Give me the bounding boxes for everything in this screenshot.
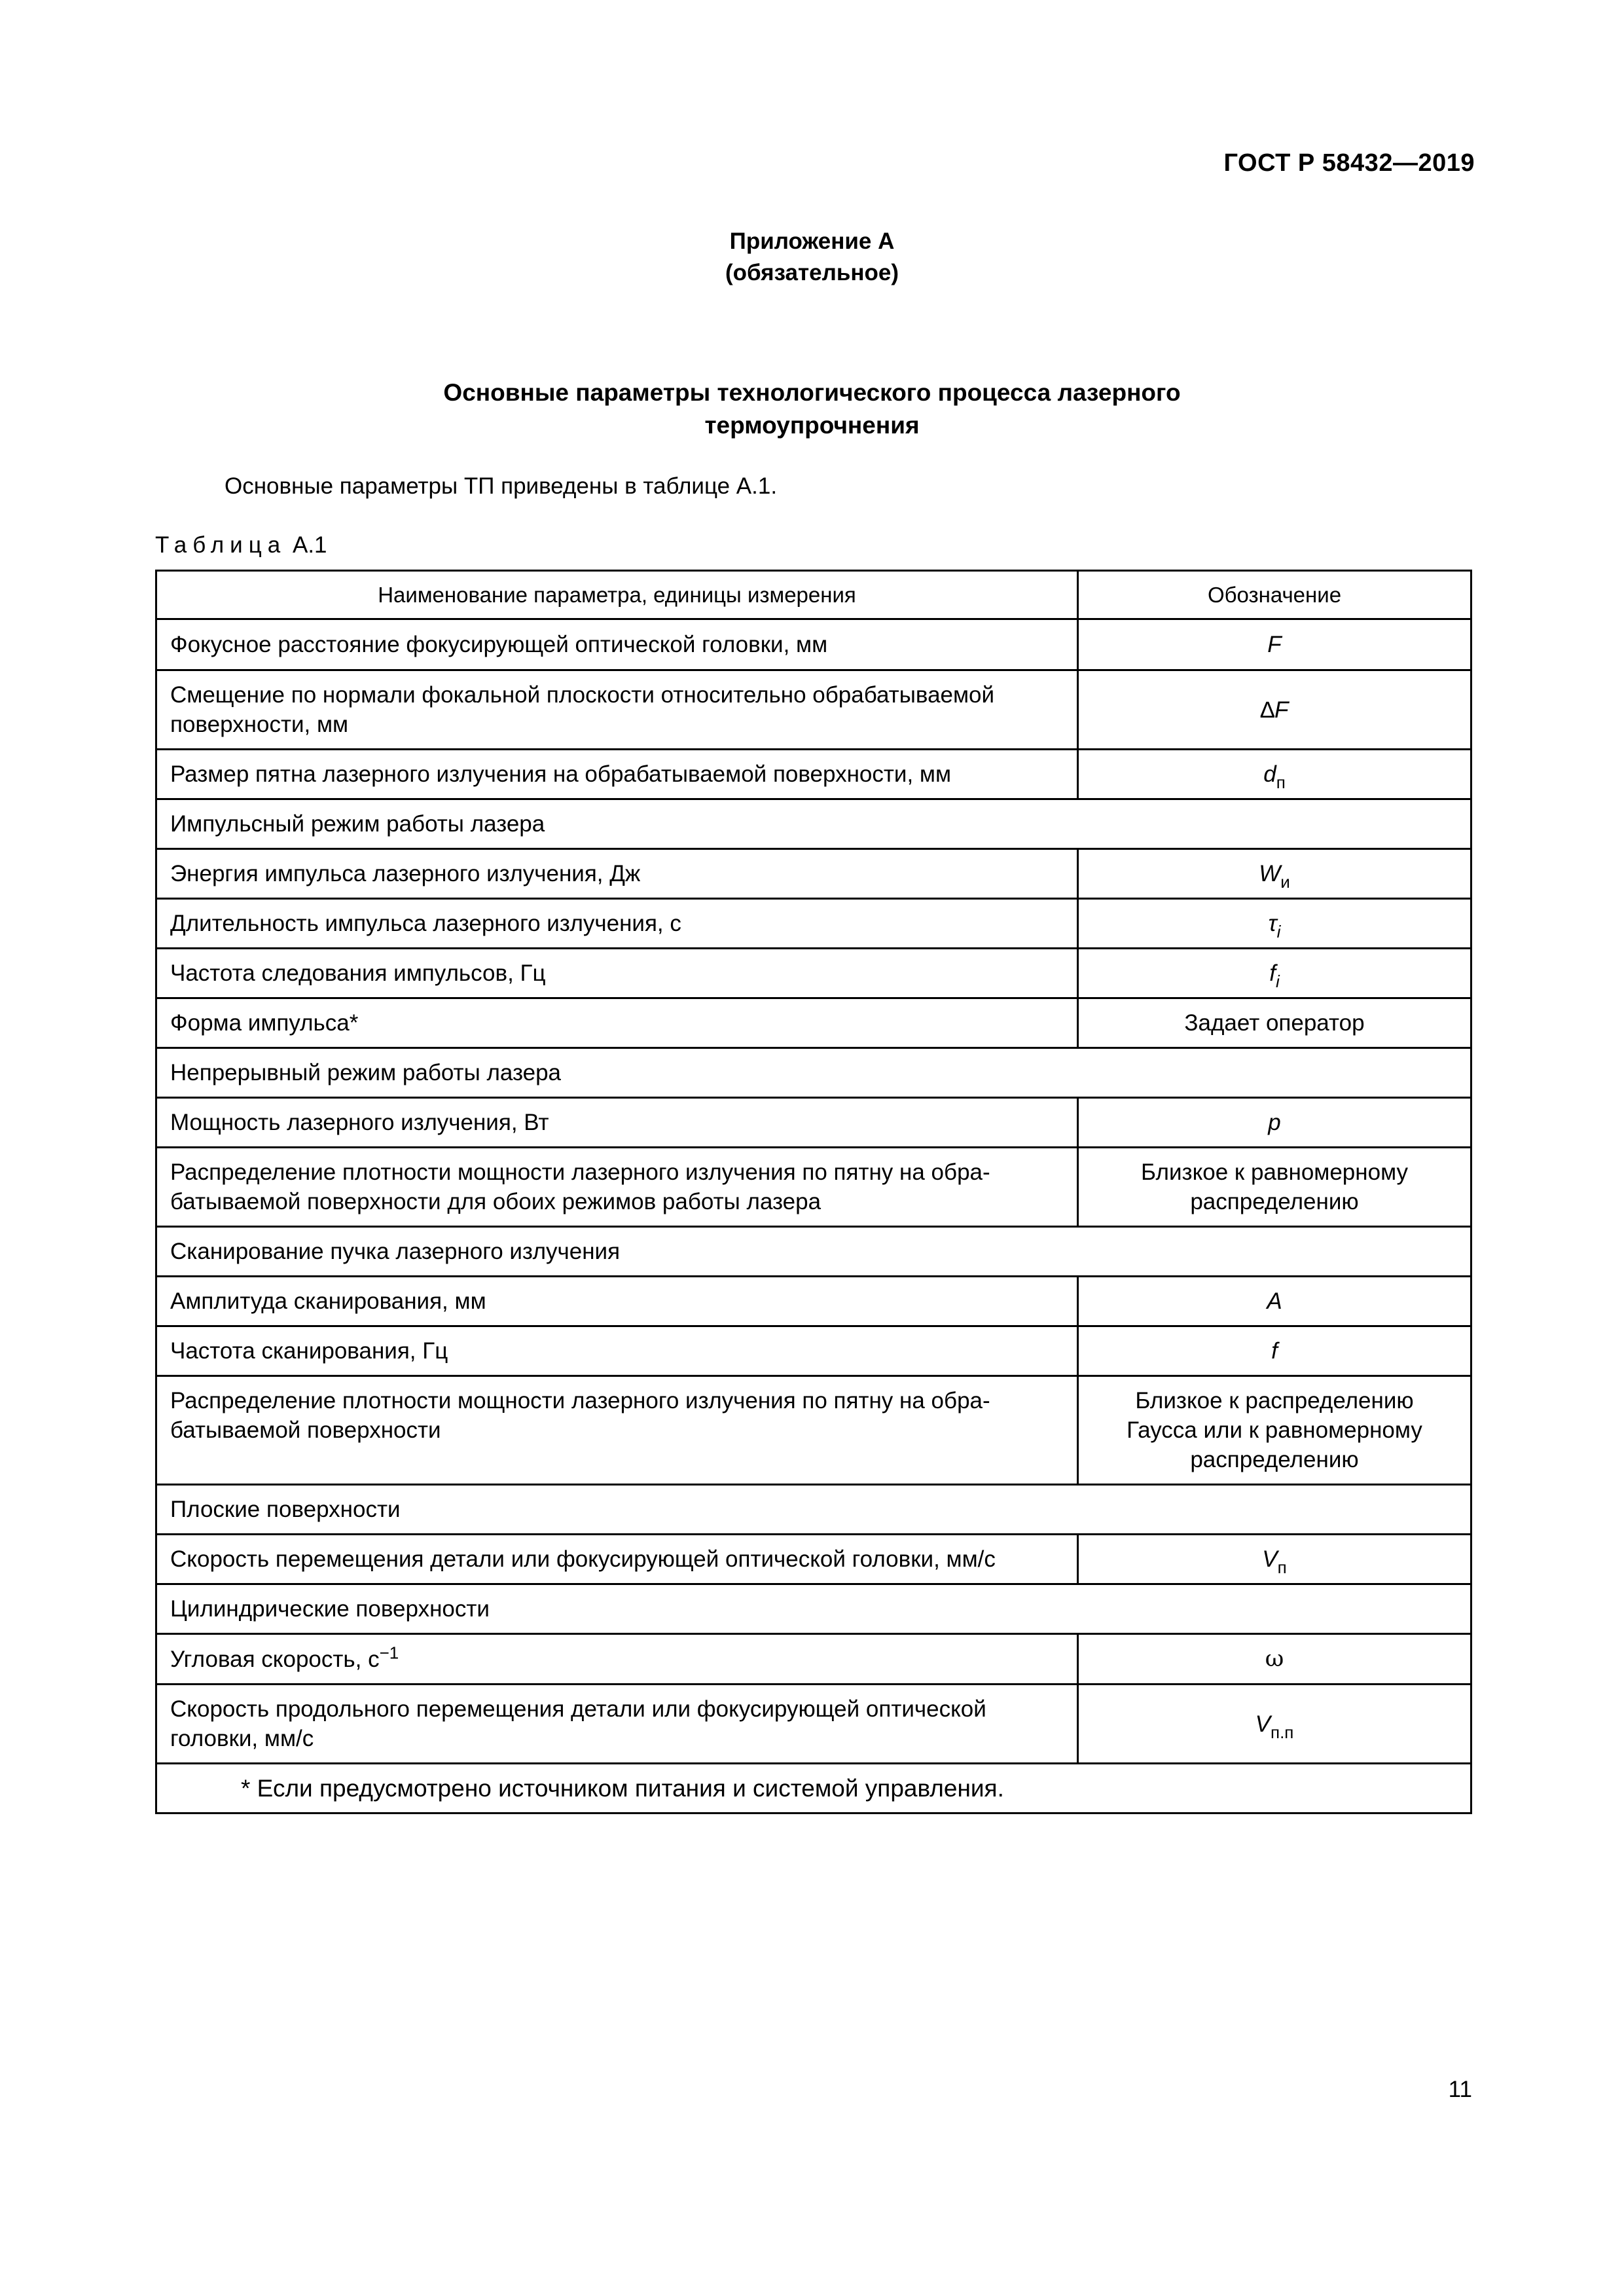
annex-status: (обязательное) (725, 260, 899, 285)
row-symbol: F (1078, 619, 1471, 670)
parameters-table (155, 570, 1472, 1814)
row-symbol: $W_и$ (1078, 849, 1471, 899)
table-row (156, 670, 1471, 750)
section-label: Сканирование пучка лазерного излучения (156, 1227, 1471, 1277)
row-name: Скорость перемещения детали или фокусирующей оптической головки, мм/с (156, 1535, 1078, 1584)
table-header-row (156, 571, 1471, 619)
table-row (156, 1326, 1471, 1376)
row-name: Длительность импульса лазерного излучения, с (156, 899, 1078, 949)
row-name: Мощность лазерного излучения, Вт (156, 1098, 1078, 1148)
row-symbol: $V_{п.п}$ (1078, 1685, 1471, 1764)
annex-title: Приложение А (729, 228, 895, 254)
row-name: Частота сканирования, Гц (156, 1326, 1078, 1376)
row-symbol: $f_i$ (1078, 949, 1471, 998)
table-row (156, 1535, 1471, 1584)
section-label: Цилиндрические поверхности (156, 1584, 1471, 1634)
section-label: Импульсный режим работы лазера (156, 799, 1471, 849)
page-number: 11 (1448, 2077, 1472, 2102)
table-section-row (156, 799, 1471, 849)
row-name: Частота следования импульсов, Гц (156, 949, 1078, 998)
row-symbol: f (1078, 1326, 1471, 1376)
row-symbol: Близкое к равномерному распределению (1078, 1148, 1471, 1227)
row-symbol: Задает оператор (1078, 998, 1471, 1048)
row-symbol: A (1078, 1277, 1471, 1326)
table-caption-word: Таблица (155, 532, 287, 558)
table-row (156, 899, 1471, 949)
table-row (156, 949, 1471, 998)
row-name: Фокусное расстояние фокусирующей оптической головки, мм (156, 619, 1078, 670)
table-section-row (156, 1048, 1471, 1098)
row-name: Размер пятна лазерного излучения на обрабатываемой поверхности, мм (156, 750, 1078, 799)
table-row (156, 849, 1471, 899)
row-symbol: Близкое к распределению Гаусса или к равномерному распределению (1078, 1376, 1471, 1485)
row-name: Смещение по нормали фокальной плоскости относительно обрабатываемой поверхности, мм (156, 670, 1078, 750)
header-parameter-name: Наименование параметра, единицы измерения (156, 571, 1078, 619)
row-symbol: $d_п$ (1078, 750, 1471, 799)
row-name: Угловая скорость, $с^{-1}$ (156, 1634, 1078, 1685)
table-section-row (156, 1227, 1471, 1277)
intro-paragraph: Основные параметры ТП приведены в таблице А.1. (225, 473, 778, 499)
table-row (156, 750, 1471, 799)
row-name: Распределение плотности мощности лазерного излучения по пятну на обра- батываемой поверхности (156, 1376, 1078, 1485)
row-symbol: $V_п$ (1078, 1535, 1471, 1584)
header-symbol: Обозначение (1078, 571, 1471, 619)
table-row (156, 1685, 1471, 1764)
table-caption (155, 530, 327, 560)
row-symbol: ∆F (1078, 670, 1471, 750)
table-row (156, 1277, 1471, 1326)
table-row (156, 1634, 1471, 1685)
row-name: Энергия импульса лазерного излучения, Дж (156, 849, 1078, 899)
page-title (0, 376, 1624, 442)
row-name: Форма импульса* (156, 998, 1078, 1048)
row-name: Скорость продольного перемещения детали или фокусирующей оптической головки, мм/с (156, 1685, 1078, 1764)
row-symbol: p (1078, 1098, 1471, 1148)
page-title-line-2: термоупрочнения (704, 412, 920, 439)
row-symbol: $\tau_i$ (1078, 899, 1471, 949)
row-symbol: ω (1078, 1634, 1471, 1685)
table-row (156, 619, 1471, 670)
annex-heading (0, 226, 1624, 289)
table-row (156, 1148, 1471, 1227)
table-row (156, 1098, 1471, 1148)
section-label: Непрерывный режим работы лазера (156, 1048, 1471, 1098)
document-id: ГОСТ Р 58432—2019 (1223, 149, 1475, 177)
row-name: Распределение плотности мощности лазерного излучения по пятну на обра- батываемой поверхности для обоих режимов работы лазера (156, 1148, 1078, 1227)
section-label: Плоские поверхности (156, 1485, 1471, 1535)
table-section-row (156, 1485, 1471, 1535)
table-footnote-row (156, 1764, 1471, 1813)
table-footnote: * Если предусмотрено источником питания и системой управления. (156, 1764, 1471, 1813)
table-caption-number: А.1 (292, 532, 327, 558)
row-name: Амплитуда сканирования, мм (156, 1277, 1078, 1326)
page-title-line-1: Основные параметры технологического процесса лазерного (443, 379, 1181, 406)
table-row (156, 998, 1471, 1048)
table-section-row (156, 1584, 1471, 1634)
table-row (156, 1376, 1471, 1485)
